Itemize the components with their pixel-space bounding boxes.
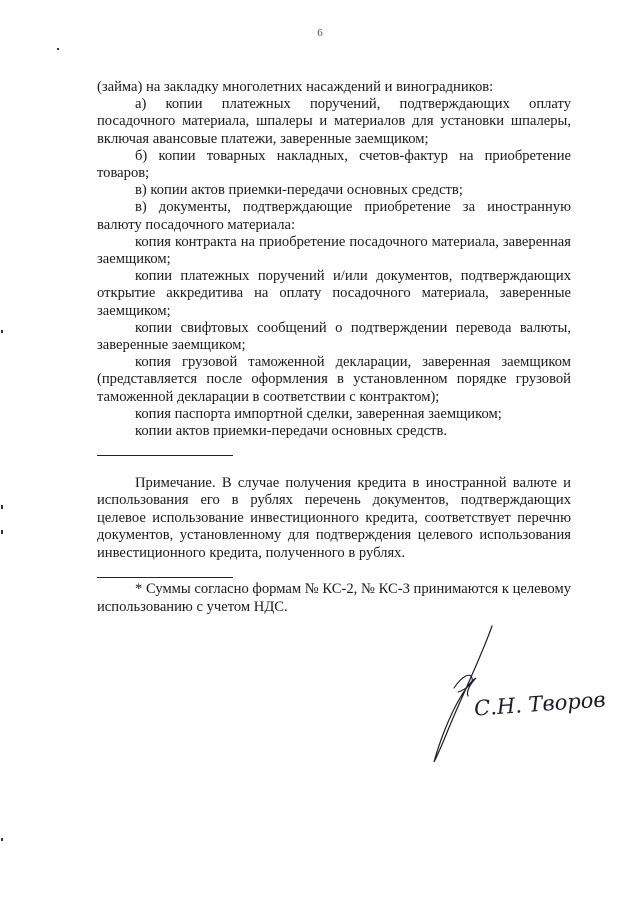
body-line: копии свифтовых сообщений о подтверждении перевода валюты, заверенные заемщиком; <box>97 319 571 354</box>
margin-mark <box>1 530 3 534</box>
body-line: (займа) на закладку многолетних насаждений и виноградников: <box>97 79 494 95</box>
signature <box>400 620 607 780</box>
margin-mark <box>1 330 3 333</box>
body-line: копия грузовой таможенной декларации, заверенная заемщиком (представляется после оформления в установленном порядке грузовой таможенной декларации в соответствии с контрактом); <box>97 354 571 405</box>
separator-line <box>97 455 233 456</box>
body-line: в) документы, подтверждающие приобретение за иностранную валюту посадочного материала: <box>97 199 571 233</box>
body-line: а) копии платежных поручений, подтверждающих оплату посадочного материала, шпалеры и материалов для установки шпалеры, включая авансовые платежи, заверенные заемщиком; <box>97 96 571 147</box>
note-text: Примечание. В случае получения кредита в иностранной валюте и использования его в рублях перечень документов, подтверждающих целевое использование инвестиционного кредита, соответствует перечню документов, установленному для подтверждения целевого использования инвестиционного кредита, полученного в рублях. <box>97 475 571 561</box>
page-number: 6 <box>317 27 323 39</box>
note-block <box>97 475 571 562</box>
footnote-separator <box>97 577 233 578</box>
margin-mark <box>1 838 3 841</box>
body-line: б) копии товарных накладных, счетов-фактур на приобретение товаров; <box>97 147 571 182</box>
body-line: копия паспорта импортной сделки, заверенная заемщиком; <box>135 405 502 422</box>
margin-mark <box>1 505 3 509</box>
document-body <box>97 79 571 440</box>
body-line: в) копии актов приемки-передачи основных средств; <box>135 182 463 199</box>
margin-mark <box>57 48 59 50</box>
body-line: копии актов приемки-передачи основных средств. <box>135 423 448 440</box>
body-line: копии платежных поручений и/или документов, подтверждающих открытие аккредитива на оплату посадочного материала, заверенные заемщиком; <box>97 268 571 319</box>
signature-name: С.Н. Творов <box>473 687 607 721</box>
body-line: копия контракта на приобретение посадочного материала, заверенная заемщиком; <box>97 233 571 268</box>
footnote-block <box>97 580 571 616</box>
footnote-text: * Суммы согласно формам № КС-2, № КС-3 принимаются к целевому использованию с учетом НДС. <box>97 581 571 615</box>
